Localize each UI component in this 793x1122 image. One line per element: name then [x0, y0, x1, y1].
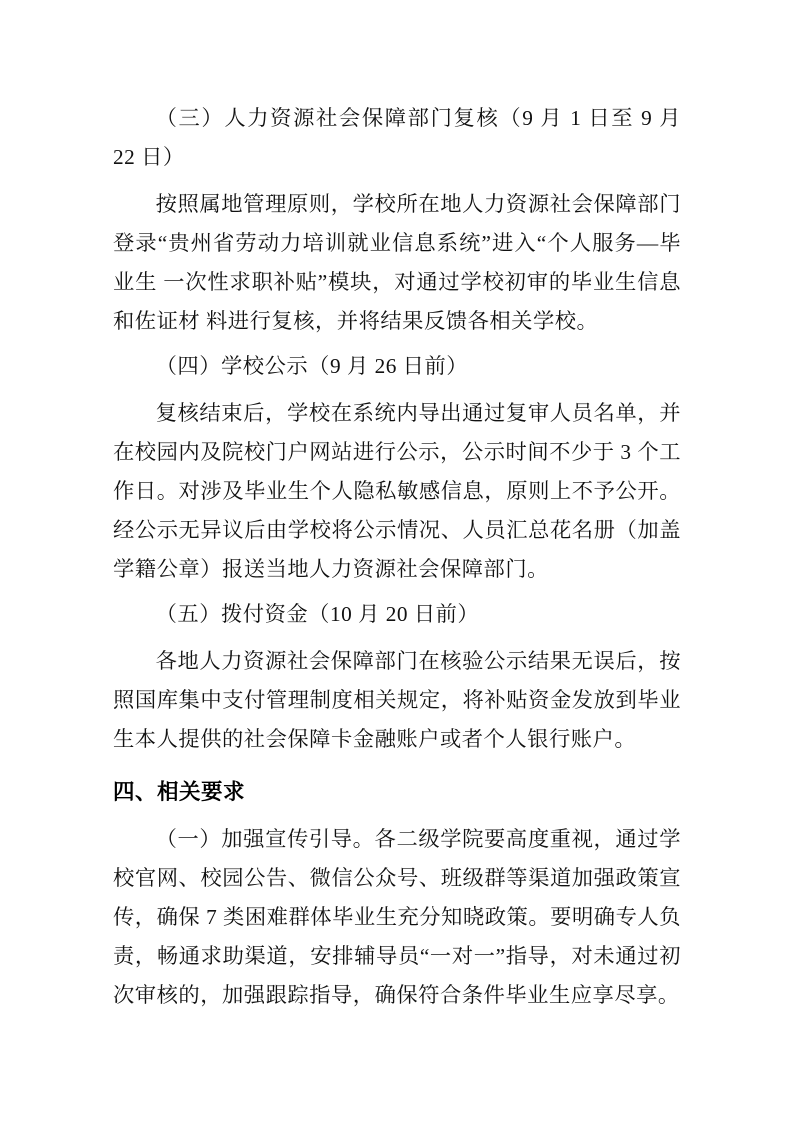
section-heading-hr-review: （三）人力资源社会保障部门复核（9 月 1 日至 9 月 22 日）: [113, 106, 681, 169]
paragraph-publicity-process: 复核结束后，学校在系统内导出通过复审人员名单，并在校园内及院校门户网站进行公示，公示时间不少于 3 个工作日。对涉及毕业生个人隐私敏感信息，原则上不予公开。经公示无异议后由学校将公示情况、人员汇总花名册（加盖学籍公章）报送当地人力资源社会保障部门。: [113, 401, 681, 581]
section-heading-school-publicity: （四）学校公示（9 月 26 日前）: [155, 354, 469, 378]
document-content: [113, 99, 681, 1015]
paragraph-strengthen-publicity: （一）加强宣传引导。各二级学院要高度重视，通过学校官网、校园公告、微信公众号、班级群等渠道加强政策宣传，确保 7 类困难群体毕业生充分知晓政策。要明确专人负责，畅通求助渠道，安排辅导员“一对一”指导，对未通过初次审核的，加强跟踪指导，确保符合条件毕业生应享尽享。: [113, 827, 681, 1007]
paragraph-fund-allocation-process: 各地人力资源社会保障部门在核验公示结果无误后，按照国库集中支付管理制度相关规定，将补贴资金发放到毕业生本人提供的社会保障卡金融账户或者个人银行账户。: [113, 649, 681, 751]
chapter-heading-related-requirements: 四、相关要求: [113, 780, 246, 804]
paragraph-hr-review-process: 按照属地管理原则，学校所在地人力资源社会保障部门登录“贵州省劳动力培训就业信息系统”进入“个人服务—毕业生 一次性求职补贴”模块，对通过学校初审的毕业生信息和佐证材 料进行复核，并将结果反馈各相关学校。: [113, 192, 681, 333]
section-heading-fund-allocation: （五）拨付资金（10 月 20 日前）: [155, 602, 480, 626]
